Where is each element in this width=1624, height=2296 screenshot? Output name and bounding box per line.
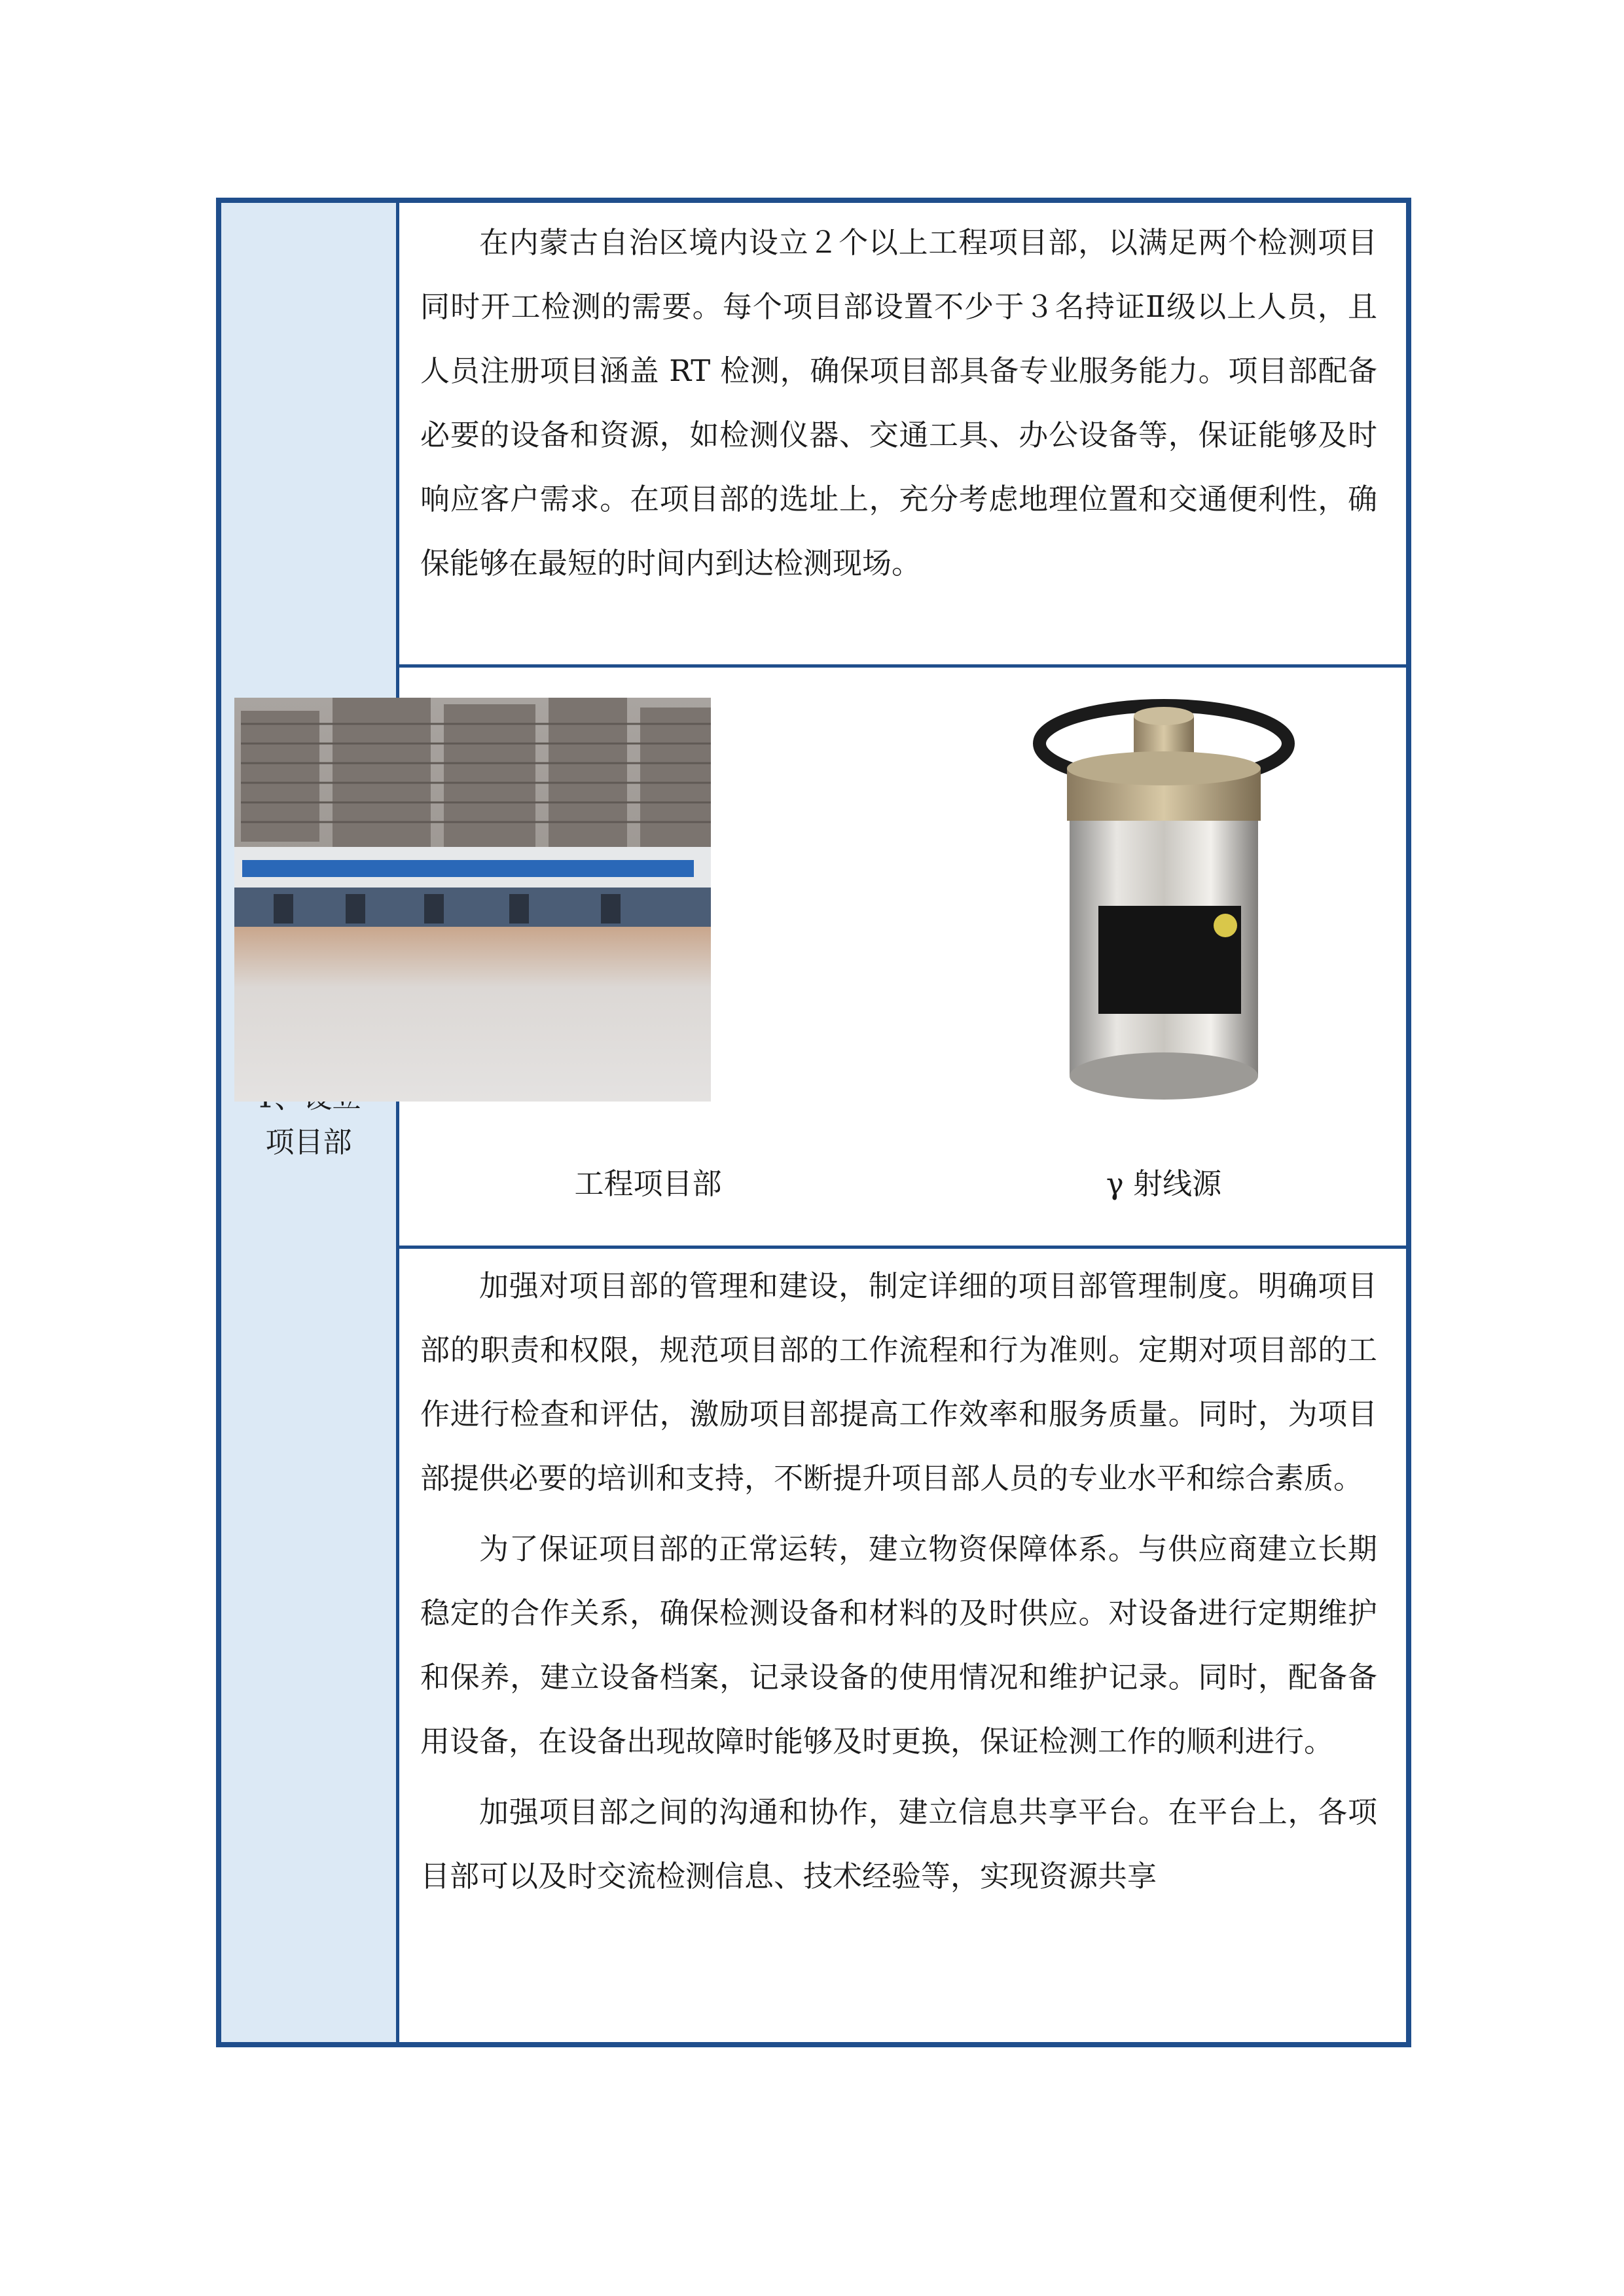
content-table — [216, 198, 1411, 2047]
intro-paragraph: 在内蒙古自治区境内设立２个以上工程项目部，以满足两个检测项目同时开工检测的需要。每个项目部设置不少于３名持证Ⅱ级以上人员，且人员注册项目涵盖 RT 检测，确保项目部具备专业服务能力。项目部配备必要的设备和资源，如检测仪器、交通工具、办公设备等，保证能够及时响应客户需求。在项目部的选址上，充分考虑地理位置和交通便利性，确保能够在最短的时间内到达检测现场。 — [420, 225, 1377, 581]
caption-project-site: 工程项目部 — [574, 1166, 722, 1201]
intro-cell — [399, 203, 1406, 668]
management-cell — [399, 1249, 1406, 2042]
section-label-line2: 项目部 — [265, 1126, 352, 1159]
caption-gamma-source: γ 射线源 — [1106, 1166, 1222, 1201]
project-site-photo — [234, 698, 711, 1102]
gamma-source-photo — [1029, 696, 1299, 1109]
management-paragraph-2: 为了保证项目部的正常运转，建立物资保障体系。与供应商建立长期稳定的合作关系，确保检测设备和材料的及时供应。对设备进行定期维护和保养，建立设备档案，记录设备的使用情况和维护记录。同时，配备备用设备，在设备出现故障时能够及时更换，保证检测工作的顺利进行。 — [420, 1532, 1377, 1759]
management-paragraph-3: 加强项目部之间的沟通和协作，建立信息共享平台。在平台上，各项目部可以及时交流检测信息、技术经验等，实现资源共享 — [420, 1795, 1377, 1893]
section-label-column — [221, 203, 399, 2042]
management-paragraph-1: 加强对项目部的管理和建设，制定详细的项目部管理制度。明确项目部的职责和权限，规范项目部的工作流程和行为准则。定期对项目部的工作进行检查和评估，激励项目部提高工作效率和服务质量。同时，为项目部提供必要的培训和支持，不断提升项目部人员的专业水平和综合素质。 — [420, 1268, 1377, 1496]
